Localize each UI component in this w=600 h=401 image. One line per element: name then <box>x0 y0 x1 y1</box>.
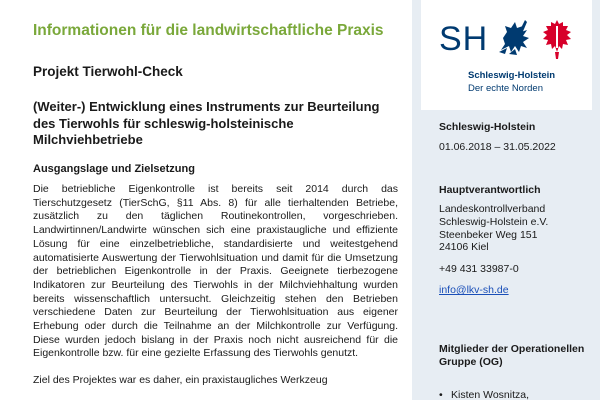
address-line: Schleswig-Holstein e.V. <box>439 215 549 228</box>
project-period: 01.06.2018 – 31.05.2022 <box>439 141 556 153</box>
page-header-title: Informationen für die landwirtschaftliche Praxis <box>33 22 384 39</box>
project-title: Projekt Tierwohl-Check <box>33 64 183 79</box>
responsible-heading: Hauptverantwortlich <box>439 184 541 196</box>
nettle-leaf-icon <box>541 18 573 60</box>
member-list-item <box>439 389 529 401</box>
info-sidebar <box>412 0 600 400</box>
address-line: Landeskontrollverband <box>439 203 546 215</box>
logo-tagline: Der echte Norden <box>468 83 543 94</box>
contact-email-link[interactable]: info@lkv-sh.de <box>439 284 509 296</box>
lion-icon <box>495 16 535 58</box>
section-heading: Ausgangslage und Zielsetzung <box>33 163 195 175</box>
contact-phone: +49 431 33987-0 <box>439 263 519 275</box>
members-heading: Mitglieder der Operationellen Gruppe (OG) <box>439 343 585 368</box>
address-line: Steenbeker Weg 151 <box>439 228 538 241</box>
body-paragraph: Die betriebliche Eigenkontrolle ist bereits seit 2014 durch das Tierschutzgesetz (TierSchG, §11 Abs. 8) für alle tierhaltenden Betriebe, zusätzlich zu den täglichen Routinekontrollen, vorgeschrieben. Landwirtinnen/Landwirte wünschen sich eine praxistaugliche und effiziente Lösung für eine einzelbetriebliche, standardisierte und weitestgehend automatisierte Auswertung der Tierwohlsituation und damit für die Umsetzung der betrieblichen Eigenkontrolle in der Praxis. Geeignete tierbezogene Indikatoren zur Beurteilung des Tierwohls in der Milchviehhaltung wurden bereits wissenschaftlich untersucht. Gleichzeitig stehen den Betrieben verschiedene Daten zur Beurteilung der Tierwohlsituation aus eigener Erhebung oder durch die Teilnahme an der Milchkontrolle zur Verfügung. Diese wurden jedoch bislang in der Praxis noch nicht ausreichend für die Eigenkontrolle bzw. für eine gezielte Erfassung des Tierwohls genutzt. <box>33 183 398 360</box>
sh-logo <box>421 0 592 110</box>
sh-logo-letters: SH <box>439 20 489 58</box>
address-line: 24106 Kiel <box>439 241 489 254</box>
logo-state-name: Schleswig-Holstein <box>468 70 556 81</box>
member-name: Kisten Wosnitza, <box>451 389 530 401</box>
bullet-icon: • <box>439 389 443 401</box>
responsible-address <box>439 203 548 254</box>
section-body <box>33 183 398 388</box>
project-region: Schleswig-Holstein <box>439 121 536 133</box>
project-subtitle: (Weiter-) Entwicklung eines Instruments zur Beurteilung des Tierwohls für schleswig-holsteinische Milchviehbetriebe <box>33 99 380 147</box>
body-paragraph: Ziel des Projektes war es daher, ein praxistaugliches Werkzeug <box>33 374 328 387</box>
